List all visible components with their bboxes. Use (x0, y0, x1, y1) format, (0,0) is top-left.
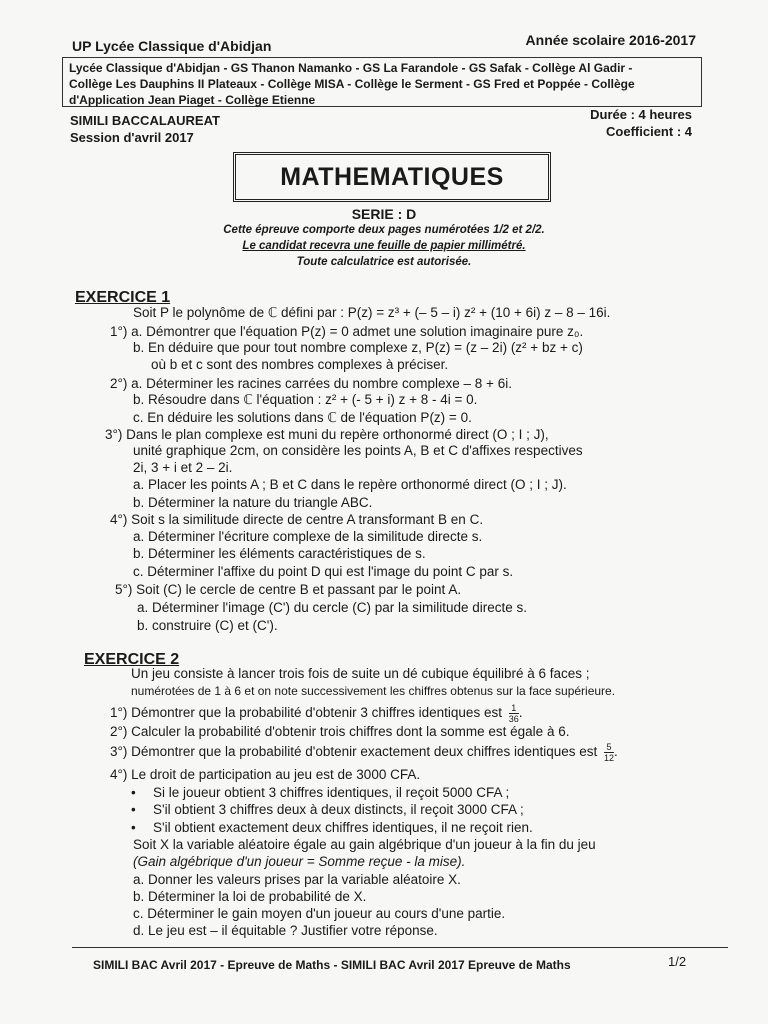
list-item (131, 785, 509, 801)
exam-name: SIMILI BACCALAUREAT (70, 113, 220, 128)
fraction (604, 742, 614, 763)
exercise2-q3-end: . (614, 744, 618, 760)
list-item-text: S'il obtient 3 chiffres deux à deux distincts, il reçoit 3000 CFA ; (153, 802, 524, 817)
exercise2-q3-text: 3°) Démontrer que la probabilité d'obtenir exactement deux chiffres identiques est (110, 744, 598, 760)
exam-coefficient: Coefficient : 4 (606, 124, 692, 139)
exercise1-line: b. Déterminer les éléments caractéristiques de s. (133, 546, 426, 561)
exercise2-intro: Un jeu consiste à lancer trois fois de suite un dé cubique équilibré à 6 faces ; (131, 666, 590, 681)
schools-line: Lycée Classique d'Abidjan - GS Thanon Namanko - GS La Farandole - GS Safak - Collège Al Gadir - (69, 61, 633, 75)
exercise2-x-def: Soit X la variable aléatoire égale au gain algébrique d'un joueur à la fin du jeu (133, 837, 596, 852)
school-name: UP Lycée Classique d'Abidjan (72, 38, 272, 54)
exam-meta (590, 106, 692, 140)
exercise1-line: b. construire (C) et (C'). (137, 618, 278, 633)
exercise1-line: c. En déduire les solutions dans ℂ de l'équation P(z) = 0. (133, 410, 472, 425)
exercise1-line: b. Déterminer la nature du triangle ABC. (133, 495, 373, 510)
exercise1-line: b. Résoudre dans ℂ l'équation : z² + (- 5 + i) z + 8 - 4i = 0. (133, 392, 478, 407)
exercise1-line: 3°) Dans le plan complexe est muni du repère orthonormé direct (O ; I ; J), (105, 427, 549, 442)
fraction-numerator: 5 (604, 742, 614, 753)
serie-label: SERIE : D (351, 206, 417, 222)
list-item (131, 820, 533, 836)
exercise1-line: 1°) a. Démontrer que l'équation P(z) = 0 admet une solution imaginaire pure z₀. (110, 324, 584, 339)
exercise1-line: a. Déterminer l'image (C') du cercle (C) par la similitude directe s. (137, 600, 528, 615)
note-paper: Le candidat recevra une feuille de papier millimétré. (242, 240, 526, 252)
bullet-icon: • (131, 785, 136, 800)
exercise2-sub: a. Donner les valeurs prises par la variable aléatoire X. (133, 872, 461, 887)
exercise2-sub: d. Le jeu est – il équitable ? Justifier votre réponse. (133, 923, 438, 938)
list-item-text: S'il obtient exactement deux chiffres identiques, il ne reçoit rien. (153, 820, 533, 835)
exercise1-line: unité graphique 2cm, on considère les points A, B et C d'affixes respectives (133, 443, 583, 458)
exercise1-line: c. Déterminer l'affixe du point D qui est l'image du point C par s. (133, 564, 514, 579)
exercise1-line: a. Placer les points A ; B et C dans le repère orthonormé direct (O ; I ; J). (133, 477, 567, 492)
exercise1-title: EXERCICE 1 (75, 289, 171, 306)
exercise1-line: a. Déterminer l'écriture complexe de la similitude directe s. (133, 529, 483, 544)
schools-line: Collège Les Dauphins II Plateaux - Collège MISA - Collège le Serment - GS Fred et Poppée - Collège (69, 77, 635, 91)
exercise2-sub: b. Déterminer la loi de probabilité de X. (133, 889, 367, 904)
footer-divider (72, 947, 728, 948)
exercise1-line: 2°) a. Déterminer les racines carrées du nombre complexe – 8 + 6i. (110, 376, 512, 391)
page-title: MATHEMATIQUES (280, 162, 504, 191)
exercise1-line: 5°) Soit (C) le cercle de centre B et passant par le point A. (115, 582, 462, 597)
exercise2-sub: c. Déterminer le gain moyen d'un joueur au cours d'une partie. (133, 906, 506, 921)
schools-line: d'Application Jean Piaget - Collège Etienne (69, 93, 316, 107)
exercise2-intro: numérotées de 1 à 6 et on note successivement les chiffres obtenus sur la face supérieure. (131, 684, 616, 698)
note-calculator: Toute calculatrice est autorisée. (296, 256, 472, 268)
page-number: 1/2 (668, 954, 687, 969)
list-item-text: Si le joueur obtient 3 chiffres identiques, il reçoit 5000 CFA ; (153, 785, 510, 800)
schools-box (62, 57, 702, 107)
bullet-icon: • (131, 820, 136, 835)
exercise2-title: EXERCICE 2 (84, 651, 180, 668)
exercise2-q1 (110, 703, 523, 724)
exercise1-line: 2i, 3 + i et 2 – 2i. (133, 460, 233, 475)
exercise2-q4: 4°) Le droit de participation au jeu est de 3000 CFA. (110, 767, 421, 782)
fraction-denominator: 12 (604, 753, 615, 763)
exam-session: Session d'avril 2017 (70, 130, 194, 145)
fraction (509, 703, 519, 724)
title-box (233, 152, 551, 202)
bullet-icon: • (131, 802, 136, 817)
school-year: Année scolaire 2016-2017 (525, 32, 696, 48)
list-item (131, 802, 524, 818)
fraction-numerator: 1 (509, 703, 519, 714)
exercise1-line: 4°) Soit s la similitude directe de centre A transformant B en C. (110, 512, 484, 527)
exercise2-q1-text: 1°) Démontrer que la probabilité d'obtenir 3 chiffres identiques est (110, 705, 502, 721)
exercise2-q3 (110, 742, 618, 763)
note-pages: Cette épreuve comporte deux pages numérotées 1/2 et 2/2. (223, 224, 545, 236)
exam-info (70, 112, 220, 146)
exercise2-q1-end: . (518, 705, 523, 721)
exercise2-x-def2: (Gain algébrique d'un joueur = Somme reçue - la mise). (133, 854, 466, 869)
exercise2-q2: 2°) Calculer la probabilité d'obtenir trois chiffres dont la somme est égale à 6. (110, 724, 570, 739)
exercise1-line: Soit P le polynôme de ℂ défini par : P(z) = z³ + (– 5 – i) z² + (10 + 6i) z – 8 – 16i. (133, 305, 611, 320)
footer-text: SIMILI BAC Avril 2017 - Epreuve de Maths - SIMILI BAC Avril 2017 Epreuve de Maths (93, 958, 571, 972)
exercise1-line: où b et c sont des nombres complexes à préciser. (151, 357, 449, 372)
exercise1-line: b. En déduire que pour tout nombre complexe z, P(z) = (z – 2i) (z² + bz + c) (133, 340, 583, 355)
fraction-denominator: 36 (508, 714, 519, 724)
exam-duration: Durée : 4 heures (590, 107, 692, 122)
